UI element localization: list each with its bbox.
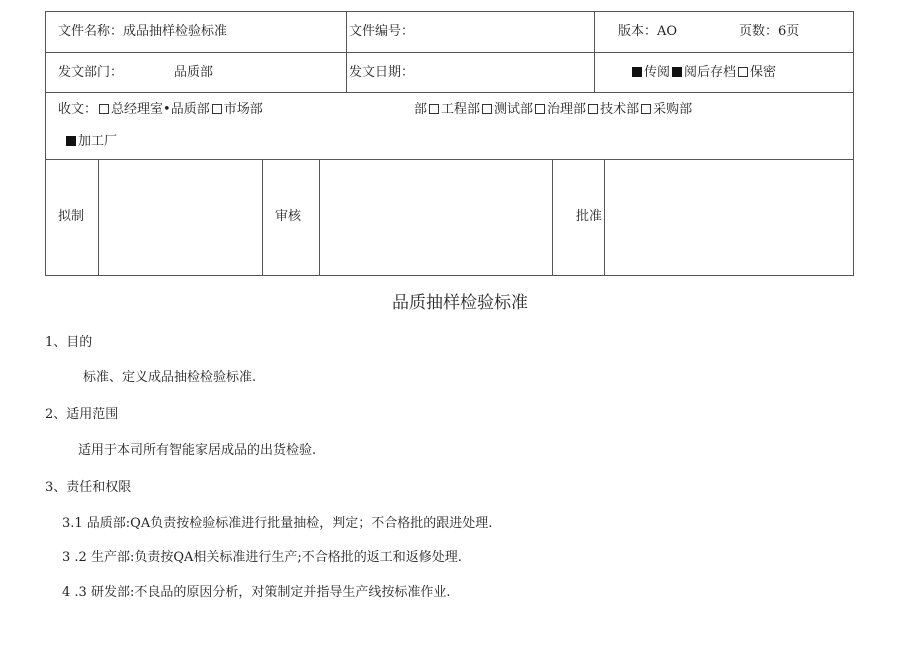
pages-field: [739, 24, 799, 40]
doc-no-label: 文件编号：: [349, 24, 415, 39]
receiver-market: 市场部: [223, 102, 263, 117]
document-title: 品质抽样检验标准: [392, 293, 528, 313]
version-label: 版本：: [618, 24, 658, 39]
col-divider: [346, 12, 347, 92]
receivers-line-2: [414, 102, 692, 118]
doc-name-label: 文件名称：: [58, 24, 124, 39]
section-3-item-3: 4 .3 研发部:不良品的原因分析，对策制定并指导生产线按标准作业.: [62, 585, 451, 600]
section-2-heading: 2、适用范围: [45, 407, 119, 422]
section-3-heading: 3、责任和权限: [45, 480, 132, 495]
receivers-line-1: [58, 102, 263, 118]
checked-box-icon: [66, 136, 76, 146]
receivers-label: 收文：: [58, 102, 98, 117]
col-divider: [594, 12, 595, 92]
archive-label: 阅后存档: [684, 65, 737, 80]
col-divider: [552, 159, 553, 275]
confidential-label: 保密: [750, 65, 777, 80]
receiver-bu-tail: 部: [414, 102, 428, 117]
section-1-text: 标准、定义成品抽检检验标准.: [83, 370, 257, 385]
receiver-engineering: 工程部: [441, 102, 481, 117]
col-divider: [319, 159, 320, 275]
draft-label: 拟制: [58, 209, 85, 224]
receiver-gm: 总经理室: [111, 102, 164, 117]
unchecked-box-icon: [641, 104, 651, 114]
section-2-text: 适用于本司所有智能家居成品的出货检验.: [78, 443, 317, 458]
section-3-item-1: 3.1 品质部:QA负责按检验标准进行批量抽检，判定；不合格批的跟进处理.: [62, 516, 493, 531]
circulate-label: 传阅: [644, 65, 671, 80]
unchecked-box-icon: [535, 104, 545, 114]
unchecked-box-icon: [212, 104, 222, 114]
dept-label: 发文部门：: [58, 65, 124, 80]
doc-name-value: 成品抽样检验标准: [123, 24, 228, 39]
section-3-item-2: 3 .2 生产部:负责按QA相关标准进行生产;不合格批的返工和返修处理.: [62, 550, 462, 565]
checked-box-icon: [632, 67, 642, 77]
unchecked-box-icon: [588, 104, 598, 114]
document-header-table: [45, 11, 854, 276]
receiver-test: 测试部: [494, 102, 534, 117]
review-label: 审核: [275, 209, 302, 224]
unchecked-box-icon: [482, 104, 492, 114]
unchecked-box-icon: [738, 67, 748, 77]
unchecked-box-icon: [99, 104, 109, 114]
row-divider: [46, 159, 853, 160]
receiver-governance: 治理部: [547, 102, 587, 117]
receiver-tech: 技术部: [600, 102, 640, 117]
pages-value: 6页: [778, 24, 800, 39]
col-divider: [262, 159, 263, 275]
unchecked-box-icon: [429, 104, 439, 114]
col-divider: [98, 159, 99, 275]
receiver-purchase: 采购部: [653, 102, 693, 117]
date-label: 发文日期：: [349, 65, 415, 80]
receiver-factory: 加工厂: [78, 134, 118, 149]
version-value: AO: [657, 24, 678, 39]
row-divider: [46, 92, 853, 93]
section-1-heading: 1、目的: [45, 335, 93, 350]
doc-name-field: [58, 24, 227, 40]
receivers-line-3: [64, 134, 117, 150]
version-field: [618, 24, 677, 40]
checked-box-icon: [672, 67, 682, 77]
dept-value: 品质部: [174, 65, 214, 80]
col-divider: [604, 159, 605, 275]
pages-label: 页数：: [739, 24, 779, 39]
approve-label: 批准: [576, 209, 603, 224]
distribution-options: [630, 65, 776, 81]
row-divider: [46, 52, 853, 53]
receiver-quality: •品质部: [163, 102, 210, 117]
